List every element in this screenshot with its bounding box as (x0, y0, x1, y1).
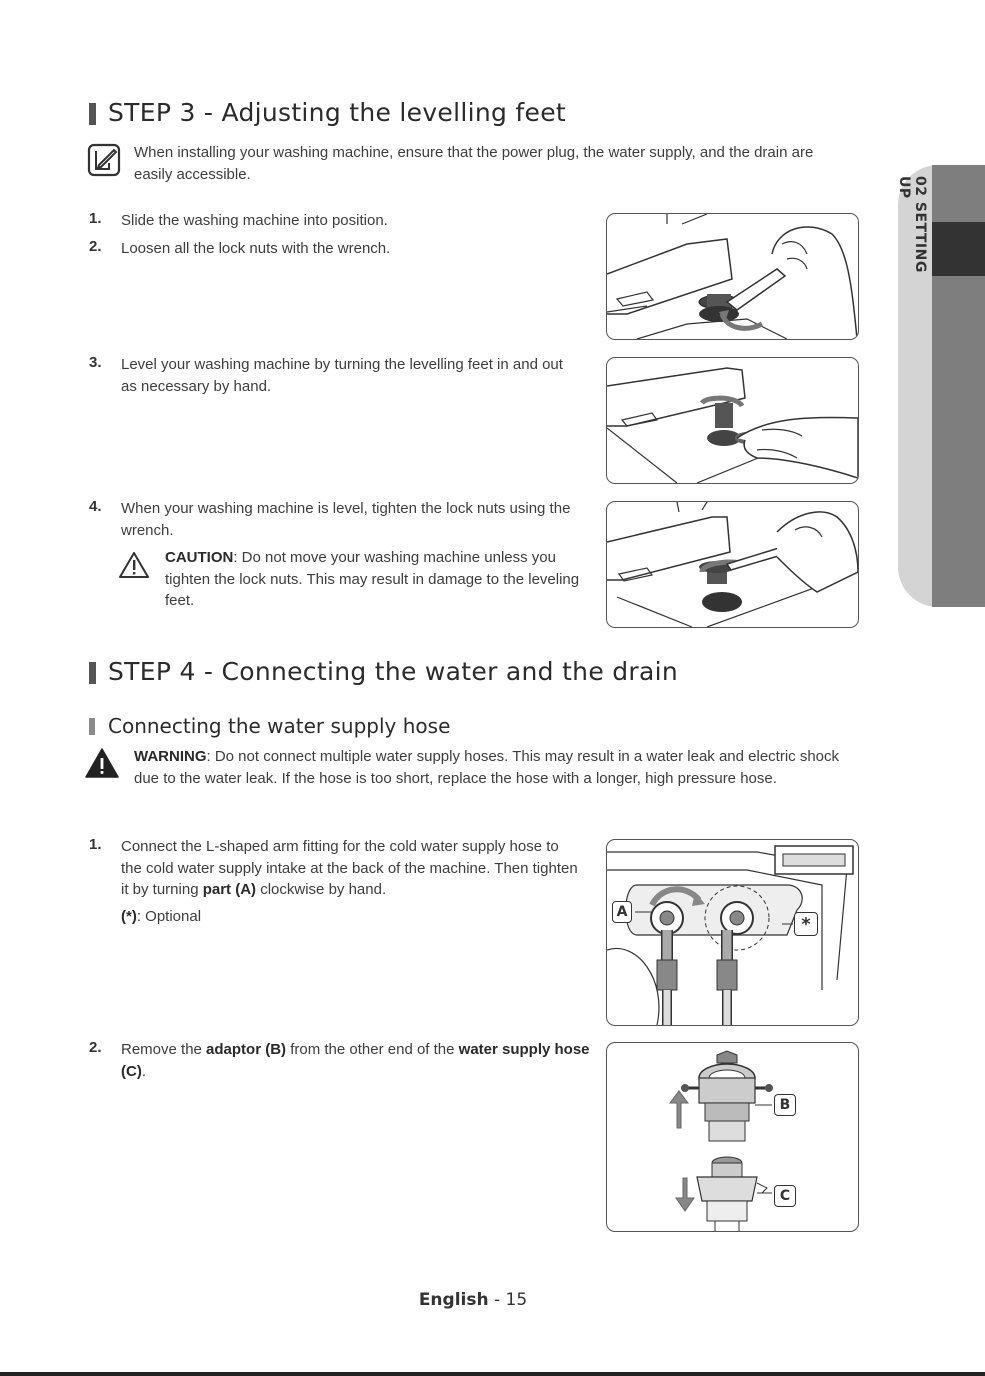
figure-level-feet (606, 357, 859, 484)
caution-label: CAUTION (165, 549, 234, 566)
list-item-text (121, 836, 583, 901)
optional-label: (*) (121, 908, 137, 925)
list-item-number: 1. (89, 210, 102, 227)
optional-text: : Optional (136, 908, 202, 925)
warning-icon (85, 748, 119, 778)
callout-a: A (612, 901, 632, 923)
list-item-text: Slide the washing machine into position. (121, 212, 388, 229)
list-item-number: 2. (89, 238, 102, 255)
caution-icon (118, 551, 150, 579)
step3-title: STEP 3 - Adjusting the levelling feet (108, 98, 566, 127)
bottom-rule (0, 1372, 985, 1376)
page-footer (0, 1290, 946, 1310)
step3-note: When installing your washing machine, ensure that the power plug, the water supply, and the drain are easily accessible. (134, 144, 814, 183)
figure-tighten-locknuts (606, 501, 859, 628)
warning-block (134, 746, 849, 789)
item1-text-b: clockwise by hand. (256, 881, 387, 898)
side-tab-marker (932, 222, 985, 276)
optional-note (121, 906, 201, 928)
item1-text-a: Connect the L-shaped arm fitting for the cold water supply hose to the cold water supply intake at the back of the machine. Then tighten it by turning (121, 838, 578, 898)
note-icon (87, 143, 121, 177)
figure-loosen-locknuts (606, 213, 859, 340)
caution-block (165, 547, 590, 612)
list-item-text: When your washing machine is level, tighten the lock nuts using the wrench. (121, 500, 571, 539)
list-item-text (121, 1039, 591, 1082)
item2-text-c: . (141, 1062, 146, 1080)
callout-c: C (774, 1185, 796, 1207)
warning-label: WARNING (134, 748, 207, 765)
list-item-number: 3. (89, 354, 102, 371)
list-item-text: Loosen all the lock nuts with the wrench. (121, 240, 391, 257)
footer-separator: - (488, 1290, 506, 1310)
item2-adaptor: adaptor (B) (206, 1041, 287, 1058)
figure-water-intake (606, 839, 859, 1026)
heading-bar (89, 103, 96, 125)
page-number: 15 (505, 1290, 528, 1310)
footer-language: English (418, 1290, 489, 1310)
caution-text: : Do not move your washing machine unless you tighten the lock nuts. This may result in damage to the leveling feet. (165, 549, 580, 609)
heading-bar (89, 662, 96, 684)
subheading-bar (89, 718, 95, 735)
item2-hose: water supply hose (C) (121, 1041, 590, 1080)
step4-title: STEP 4 - Connecting the water and the drain (108, 657, 679, 686)
list-item-text: Level your washing machine by turning the levelling feet in and out as necessary by hand. (121, 356, 563, 395)
list-item-number: 2. (89, 1039, 102, 1056)
callout-b: B (774, 1094, 796, 1116)
item1-part-a: part (A) (202, 881, 257, 898)
callout-star: * (794, 912, 818, 936)
item2-text-b: from the other end of the (286, 1041, 459, 1058)
list-item-number: 4. (89, 498, 102, 515)
list-item-number: 1. (89, 836, 102, 853)
warning-text: : Do not connect multiple water supply hoses. This may result in a water leak and electric shock due to the water leak. If the hose is too short, replace the hose with a longer, high pressure hose. (134, 748, 840, 787)
side-tab-label: 02 SETTING UP (896, 176, 928, 273)
figure-adaptor (606, 1042, 859, 1232)
item2-text-a: Remove the (121, 1041, 207, 1058)
step4-subtitle: Connecting the water supply hose (108, 714, 451, 738)
